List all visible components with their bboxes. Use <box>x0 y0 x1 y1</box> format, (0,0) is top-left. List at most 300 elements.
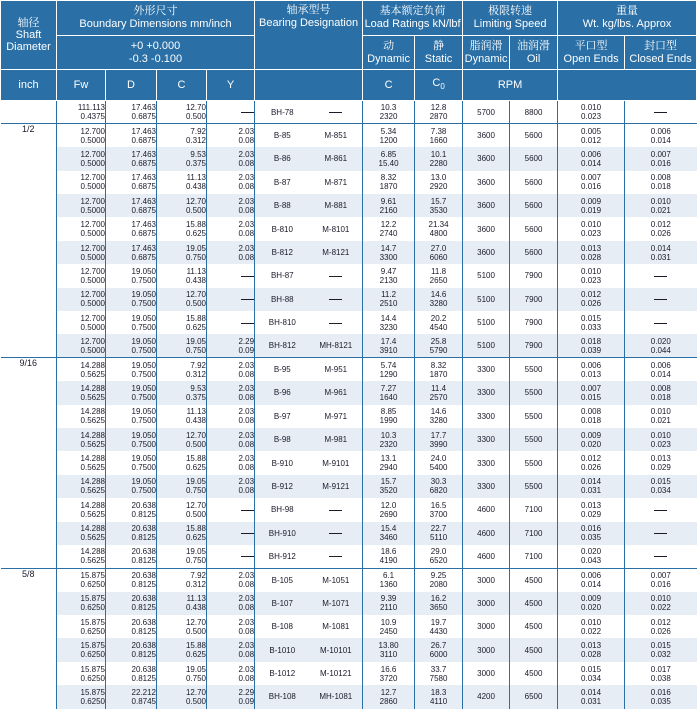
metric-value: 12.700 <box>80 149 105 159</box>
metric-value: 20.638 <box>131 547 156 557</box>
metric-value: 19.050 <box>131 407 156 417</box>
d-cell <box>106 171 157 194</box>
imperial-value: 0.014 <box>650 135 671 145</box>
metric-value: 18.3 <box>430 687 447 697</box>
metric-value: 10.9 <box>380 617 397 627</box>
c-cell <box>157 101 207 124</box>
oil-speed-cell: 5600 <box>510 194 558 217</box>
metric-value: 2.03 <box>238 149 255 159</box>
metric-value: 19.050 <box>131 383 156 393</box>
metric-value: 15.875 <box>80 641 105 651</box>
oil-speed-cell: 5500 <box>510 451 558 474</box>
imperial-value: 0.5625 <box>80 509 105 519</box>
metric-value: 15.875 <box>80 594 105 604</box>
imperial-value: 0.6250 <box>80 580 105 590</box>
speed-cn-label: 极限转速 <box>488 5 533 17</box>
imperial-value: 0.8745 <box>131 696 156 706</box>
weight-unit-header <box>558 70 697 101</box>
open-designation-cell: B-87 <box>255 171 310 194</box>
metric-value: 14.288 <box>80 360 105 370</box>
dynamic-load-cell <box>363 685 415 708</box>
imperial-value: 0.6875 <box>131 252 156 262</box>
metric-value: 19.05 <box>185 243 206 253</box>
d-cell <box>106 194 157 217</box>
grease-speed-cell: 5100 <box>463 264 510 287</box>
table-row <box>1 545 697 568</box>
not-applicable-dash <box>654 510 667 511</box>
imperial-value: 0.044 <box>650 345 671 355</box>
imperial-value: 0.016 <box>650 158 671 168</box>
static-load-cell <box>415 194 463 217</box>
imperial-value: 0.08 <box>238 158 255 168</box>
static-load-cell <box>415 498 463 521</box>
c-cell <box>157 194 207 217</box>
dynamic-load-cell <box>363 124 415 147</box>
closed-weight-cell <box>625 334 697 357</box>
fw-cell <box>57 101 106 124</box>
metric-value: 12.700 <box>80 220 105 230</box>
metric-value: 12.70 <box>185 617 206 627</box>
d-cell <box>106 124 157 147</box>
static-load-cell <box>415 311 463 334</box>
closed-weight-cell <box>625 451 697 474</box>
imperial-value: 4110 <box>429 696 448 706</box>
static-load-cell <box>415 545 463 568</box>
metric-value: 20.2 <box>430 313 447 323</box>
closed-weight-cell <box>625 381 697 404</box>
table-row <box>1 288 697 311</box>
d-cell <box>106 288 157 311</box>
imperial-value: 0.015 <box>581 392 602 402</box>
imperial-value: 0.8125 <box>131 603 156 613</box>
open-weight-cell <box>558 662 625 685</box>
oil-speed-header <box>510 36 558 70</box>
not-applicable-dash <box>654 276 667 277</box>
imperial-value: 0.031 <box>650 252 671 262</box>
table-row <box>1 194 697 217</box>
imperial-value: 0.026 <box>581 463 602 473</box>
imperial-value: 0.438 <box>185 275 206 285</box>
closed-designation-cell <box>310 101 363 124</box>
imperial-value: 0.5625 <box>80 392 105 402</box>
shaft-size-cell: 1/2 <box>1 124 57 358</box>
imperial-value: 0.08 <box>238 673 255 683</box>
imperial-value: 0.6250 <box>80 603 105 613</box>
d-cell <box>106 334 157 357</box>
metric-value: 20.638 <box>131 617 156 627</box>
metric-value: 2.03 <box>238 617 255 627</box>
metric-value: 25.8 <box>430 336 447 346</box>
imperial-value: 0.026 <box>581 299 602 309</box>
metric-value: 12.700 <box>80 196 105 206</box>
imperial-value: 5110 <box>429 533 448 543</box>
open-weight-cell <box>558 545 625 568</box>
metric-value: 0.018 <box>581 336 602 346</box>
imperial-value: 2510 <box>379 299 398 309</box>
metric-value: 19.050 <box>131 454 156 464</box>
d-cell <box>106 147 157 170</box>
cr-header: C <box>363 70 415 101</box>
metric-value: 7.92 <box>190 360 206 370</box>
metric-value: 2.03 <box>238 360 255 370</box>
closed-ends-header <box>625 36 697 70</box>
not-applicable-dash <box>241 112 254 113</box>
imperial-value: 0.5000 <box>80 135 105 145</box>
metric-value: 0.009 <box>581 196 602 206</box>
limiting-speed-header <box>463 1 558 36</box>
d-cell <box>106 241 157 264</box>
c-cell <box>157 311 207 334</box>
grease-speed-cell: 3300 <box>463 451 510 474</box>
c-cell <box>157 171 207 194</box>
metric-value: 111.113 <box>77 103 105 113</box>
metric-value: 15.88 <box>185 220 206 230</box>
metric-value: 0.008 <box>650 383 671 393</box>
load-ratings-header <box>363 1 463 36</box>
metric-value: 15.875 <box>80 617 105 627</box>
metric-value: 29.0 <box>430 547 447 557</box>
metric-value: 20.638 <box>131 500 156 510</box>
open-designation-cell: BH-88 <box>255 288 310 311</box>
metric-value: 21.34 <box>428 220 449 230</box>
closed-designation-cell: M-881 <box>310 194 363 217</box>
not-applicable-dash <box>654 112 667 113</box>
table-row <box>1 264 697 287</box>
imperial-value: 0.625 <box>185 650 206 660</box>
metric-value: 19.05 <box>185 477 206 487</box>
imperial-value: 0.08 <box>238 439 255 449</box>
grease-speed-cell: 3300 <box>463 358 510 381</box>
open-designation-cell: B-98 <box>255 428 310 451</box>
metric-value: 9.39 <box>380 594 397 604</box>
metric-value: 0.017 <box>650 664 671 674</box>
dynamic-load-cell <box>363 264 415 287</box>
closed-designation-cell: M-971 <box>310 405 363 428</box>
metric-value: 5.74 <box>380 360 397 370</box>
imperial-value: 0.043 <box>581 556 602 566</box>
y-cell <box>207 475 255 498</box>
imperial-value: 1290 <box>379 369 398 379</box>
imperial-value: 0.4375 <box>80 112 105 122</box>
imperial-value: 0.7500 <box>131 439 156 449</box>
y-cell <box>207 171 255 194</box>
metric-value: 0.007 <box>581 173 602 183</box>
imperial-value: 0.026 <box>650 626 671 636</box>
open-weight-cell <box>558 475 625 498</box>
metric-value: 17.463 <box>131 220 156 230</box>
metric-value: 19.050 <box>131 430 156 440</box>
imperial-value: 0.023 <box>581 275 602 285</box>
grease-speed-cell: 3300 <box>463 428 510 451</box>
metric-value: 11.13 <box>186 266 206 276</box>
open-weight-cell <box>558 381 625 404</box>
not-applicable-dash <box>654 556 667 557</box>
metric-value: 17.463 <box>131 149 156 159</box>
not-applicable-dash <box>241 533 254 534</box>
table-body <box>1 101 697 709</box>
dynamic-load-cell <box>363 662 415 685</box>
oil-speed-cell: 7100 <box>510 498 558 521</box>
metric-value: 12.700 <box>80 243 105 253</box>
imperial-value: 0.033 <box>581 322 602 332</box>
metric-value: 0.016 <box>581 524 602 534</box>
open-weight-cell <box>558 217 625 240</box>
imperial-value: 0.08 <box>238 486 255 496</box>
metric-value: 8.32 <box>430 360 447 370</box>
metric-value: 0.010 <box>650 430 671 440</box>
fw-cell <box>57 124 106 147</box>
imperial-value: 0.500 <box>185 112 206 122</box>
imperial-value: 0.625 <box>185 322 206 332</box>
imperial-value: 0.022 <box>581 626 602 636</box>
table-row <box>1 568 697 591</box>
table-row <box>1 475 697 498</box>
y-cell <box>207 124 255 147</box>
metric-value: 12.2 <box>380 220 397 230</box>
metric-value: 0.015 <box>650 641 671 651</box>
static-load-cell <box>415 662 463 685</box>
metric-value: 5.34 <box>380 126 397 136</box>
open-weight-cell <box>558 638 625 661</box>
weight-header <box>558 1 697 36</box>
metric-value: 2.03 <box>238 220 255 230</box>
dynamic-load-cell <box>363 428 415 451</box>
open-weight-cell <box>558 101 625 124</box>
c-cell <box>157 288 207 311</box>
metric-value: 9.53 <box>190 149 206 159</box>
table-row <box>1 638 697 661</box>
open-designation-cell: BH-98 <box>255 498 310 521</box>
imperial-value: 0.08 <box>238 252 255 262</box>
imperial-value: 0.08 <box>238 135 255 145</box>
static-load-cell <box>415 451 463 474</box>
not-applicable-dash <box>329 556 342 557</box>
table-row <box>1 101 697 124</box>
imperial-value: 0.020 <box>581 603 602 613</box>
imperial-value: 0.014 <box>581 158 602 168</box>
c-cell <box>157 124 207 147</box>
metric-value: 16.6 <box>380 664 397 674</box>
closed-weight-cell <box>625 428 697 451</box>
static-load-cell <box>415 638 463 661</box>
imperial-value: 0.6875 <box>131 182 156 192</box>
closed-weight-cell <box>625 522 697 545</box>
imperial-value: 0.8125 <box>131 673 156 683</box>
open-designation-cell: BH-910 <box>255 522 310 545</box>
y-cell <box>207 498 255 521</box>
metric-value: 12.700 <box>80 290 105 300</box>
closed-designation-cell: MH-8121 <box>310 334 363 357</box>
metric-value: 8.85 <box>380 407 397 417</box>
metric-value: 0.016 <box>650 687 671 697</box>
not-applicable-dash <box>329 299 342 300</box>
y-header: Y <box>207 70 255 101</box>
imperial-value: 0.020 <box>581 439 602 449</box>
metric-value: 12.70 <box>185 290 206 300</box>
oil-speed-cell: 5600 <box>510 147 558 170</box>
metric-value: 19.050 <box>131 313 156 323</box>
fw-cell <box>57 334 106 357</box>
imperial-value: 0.7500 <box>131 486 156 496</box>
grease-speed-cell: 5700 <box>463 101 510 124</box>
grease-speed-cell: 3000 <box>463 662 510 685</box>
closed-weight-cell <box>625 615 697 638</box>
closed-weight-cell <box>625 241 697 264</box>
closed-designation-cell: M-10121 <box>310 662 363 685</box>
imperial-value: 0.5000 <box>80 252 105 262</box>
imperial-value: 6520 <box>429 556 448 566</box>
dynamic-load-cell <box>363 498 415 521</box>
closed-designation-cell: M-1081 <box>310 615 363 638</box>
metric-value: 20.638 <box>131 641 156 651</box>
static-load-cell <box>415 288 463 311</box>
y-cell <box>207 381 255 404</box>
metric-value: 2.03 <box>238 477 255 487</box>
imperial-value: 0.5625 <box>80 369 105 379</box>
open-weight-cell <box>558 147 625 170</box>
metric-value: 14.288 <box>80 477 105 487</box>
metric-value: 7.92 <box>190 571 206 581</box>
d-cell <box>106 475 157 498</box>
metric-value: 15.88 <box>185 313 206 323</box>
metric-value: 14.288 <box>80 547 105 557</box>
fw-cell <box>57 498 106 521</box>
imperial-value: 0.438 <box>185 182 206 192</box>
c-cell <box>157 498 207 521</box>
metric-value: 14.288 <box>80 430 105 440</box>
table-header <box>1 1 697 101</box>
dims-cn-label: 外形尺寸 <box>133 5 178 17</box>
metric-value: 7.38 <box>430 126 447 136</box>
open-ends-header <box>558 36 625 70</box>
imperial-value: 0.028 <box>581 650 602 660</box>
oil-speed-cell: 5500 <box>510 381 558 404</box>
metric-value: 9.47 <box>380 266 397 276</box>
metric-value: 15.875 <box>80 664 105 674</box>
desig-cn-label: 轴承型号 <box>286 4 331 16</box>
closed-designation-cell: M-1051 <box>310 568 363 591</box>
imperial-value: 0.09 <box>238 696 255 706</box>
metric-value: 2.03 <box>238 196 255 206</box>
imperial-value: 6000 <box>429 650 448 660</box>
imperial-value: 2130 <box>379 275 398 285</box>
metric-value: 0.008 <box>650 173 671 183</box>
metric-value: 0.014 <box>581 477 602 487</box>
closed-weight-cell <box>625 405 697 428</box>
closed-designation-cell: M-1071 <box>310 592 363 615</box>
open-designation-cell: B-812 <box>255 241 310 264</box>
y-cell <box>207 568 255 591</box>
c-cell <box>157 147 207 170</box>
imperial-value: 0.08 <box>238 392 255 402</box>
shaft-en-label: Shaft <box>15 29 42 41</box>
fw-cell <box>57 217 106 240</box>
fw-cell <box>57 264 106 287</box>
imperial-value: 3280 <box>429 299 448 309</box>
imperial-value: 0.5000 <box>80 322 105 332</box>
metric-value: 0.009 <box>581 430 602 440</box>
closed-designation-cell <box>310 264 363 287</box>
metric-value: 2.03 <box>238 126 255 136</box>
open-weight-cell <box>558 334 625 357</box>
tolerance-upper: +0 +0.000 <box>130 39 181 52</box>
open-designation-cell: BH-87 <box>255 264 310 287</box>
metric-value: 30.3 <box>430 477 447 487</box>
closed-weight-cell <box>625 358 697 381</box>
metric-value: 0.010 <box>581 266 602 276</box>
c-cell <box>157 405 207 428</box>
imperial-value: 0.022 <box>650 603 671 613</box>
grease-speed-cell: 5100 <box>463 334 510 357</box>
imperial-value: 0.014 <box>581 580 602 590</box>
metric-value: 20.638 <box>131 664 156 674</box>
imperial-value: 0.5625 <box>80 556 105 566</box>
d-cell <box>106 685 157 708</box>
closed-designation-cell: MH-1081 <box>310 685 363 708</box>
fw-cell <box>57 592 106 615</box>
closed-designation-cell: M-861 <box>310 147 363 170</box>
metric-value: 22.212 <box>131 687 156 697</box>
metric-value: 26.7 <box>430 641 447 651</box>
imperial-value: 0.625 <box>185 533 206 543</box>
open-weight-cell <box>558 288 625 311</box>
static-load-cell <box>415 101 463 124</box>
metric-value: 17.463 <box>131 196 156 206</box>
oil-speed-cell: 7900 <box>510 288 558 311</box>
open-designation-cell: B-1010 <box>255 638 310 661</box>
open-weight-cell <box>558 358 625 381</box>
dynamic-load-cell <box>363 545 415 568</box>
imperial-value: 0.8125 <box>131 626 156 636</box>
oil-speed-cell: 7900 <box>510 311 558 334</box>
y-cell <box>207 405 255 428</box>
closed-weight-cell <box>625 662 697 685</box>
oil-speed-cell: 4500 <box>510 615 558 638</box>
closed-weight-cell <box>625 288 697 311</box>
imperial-value: 3110 <box>379 650 398 660</box>
c-cell <box>157 451 207 474</box>
c-header: C <box>157 70 207 101</box>
metric-value: 15.88 <box>185 454 206 464</box>
oil-cn-label: 油润滑 <box>517 39 551 52</box>
grease-speed-cell: 4600 <box>463 522 510 545</box>
imperial-value: 0.6250 <box>80 626 105 636</box>
table-row <box>1 358 697 381</box>
metric-value: 0.013 <box>650 454 671 464</box>
imperial-value: 0.7500 <box>131 392 156 402</box>
fw-cell <box>57 241 106 264</box>
closed-weight-cell <box>625 568 697 591</box>
metric-value: 19.050 <box>131 360 156 370</box>
dynamic-load-cell <box>363 592 415 615</box>
metric-value: 15.88 <box>185 524 206 534</box>
imperial-value: 2860 <box>379 696 398 706</box>
open-weight-cell <box>558 124 625 147</box>
d-cell <box>106 498 157 521</box>
not-applicable-dash <box>241 299 254 300</box>
imperial-value: 2940 <box>379 463 398 473</box>
grease-speed-cell: 3600 <box>463 194 510 217</box>
d-cell <box>106 615 157 638</box>
table-row <box>1 334 697 357</box>
open-cn-label: 平口型 <box>574 39 608 52</box>
table-row <box>1 522 697 545</box>
d-cell <box>106 264 157 287</box>
imperial-value: 4540 <box>429 322 448 332</box>
grease-speed-cell: 4600 <box>463 545 510 568</box>
imperial-value: 2450 <box>379 626 398 636</box>
imperial-value: 0.016 <box>650 580 671 590</box>
